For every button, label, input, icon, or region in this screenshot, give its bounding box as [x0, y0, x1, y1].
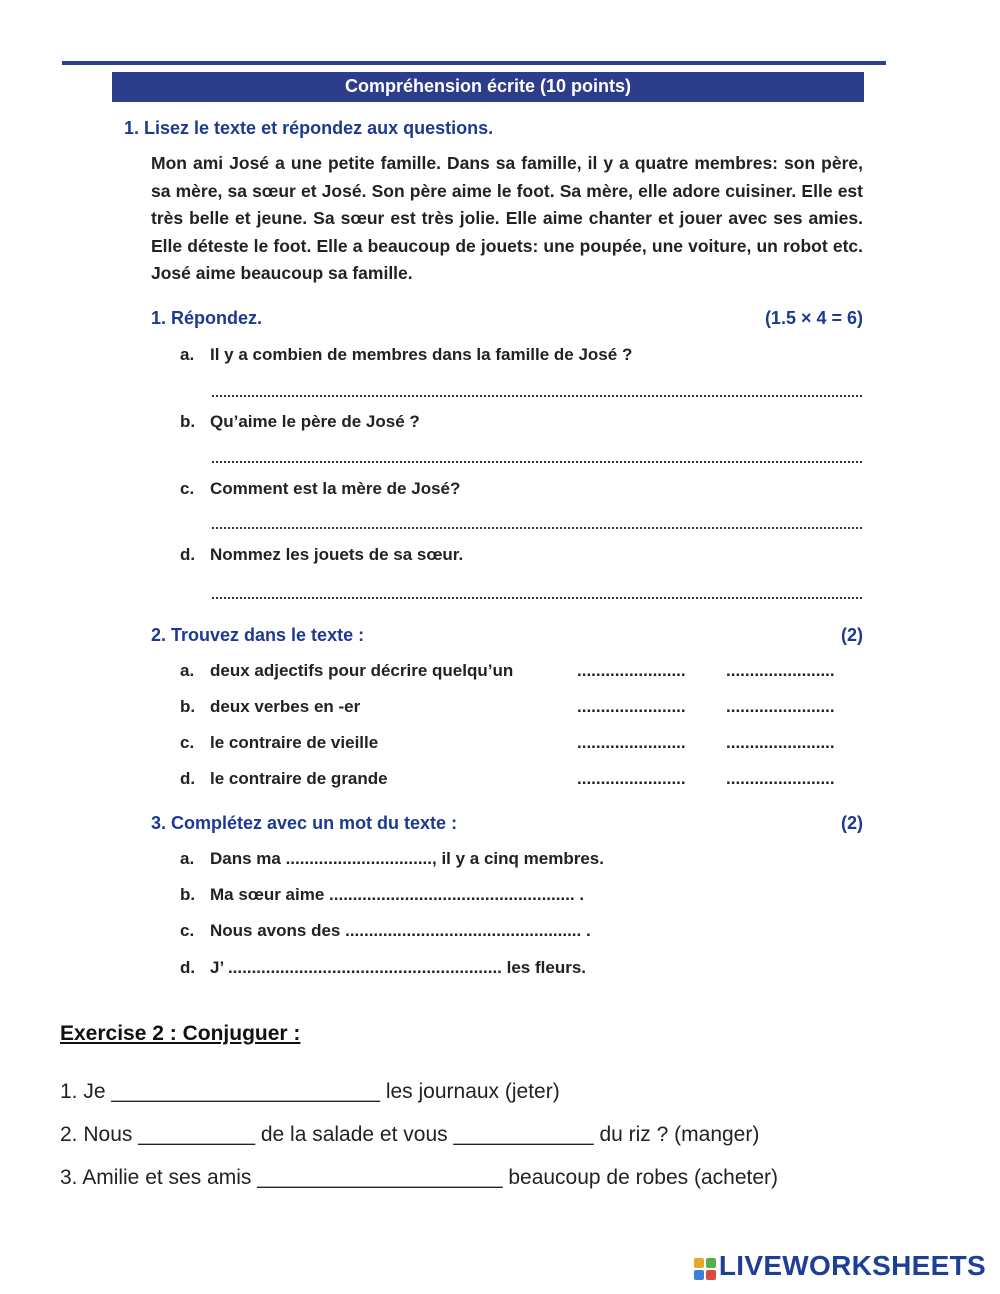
top-rule — [62, 61, 886, 65]
reading-text: Mon ami José a une petite famille. Dans sa famille, il y a quatre membres: son père, sa mère, sa sœur et José. Son père aime le foot. Sa mère, elle adore cuisiner. Elle est très belle et jeune. Sa sœur est très jolie. Elle aime chanter et jouer avec ses amies. Elle déteste le foot. Elle a beaucoup de jouets: une poupée, une voiture, un robot etc. José aime beaucoup sa famille. — [151, 153, 863, 284]
part2-heading: 2. Trouvez dans le texte : — [151, 625, 365, 645]
part3-points: (2) — [841, 813, 863, 833]
conjugate-line-1[interactable]: 1. Je _______________________ les journaux (jeter) — [60, 1080, 560, 1103]
question-c-letter: c. — [180, 479, 195, 498]
part1-points: (1.5 × 4 = 6) — [764, 308, 863, 328]
find-c-letter: c. — [180, 733, 195, 752]
liveworksheets-logo[interactable]: LIVEWORKSHEETS — [718, 1250, 986, 1281]
question-d-letter: d. — [180, 545, 196, 564]
find-b: deux verbes en -er — [210, 697, 361, 716]
complete-a[interactable]: Dans ma ..............................., il y a cinq membres. — [210, 849, 604, 868]
question-b: Qu’aime le père de José ? — [210, 412, 420, 431]
complete-d-letter: d. — [180, 958, 196, 977]
conjugate-line-3[interactable]: 3. Amilie et ses amis _____________________ beaucoup de robes (acheter) — [60, 1166, 779, 1189]
find-d-blank-2[interactable]: ....................... — [726, 769, 835, 788]
complete-c[interactable]: Nous avons des .................................................. . — [210, 921, 591, 940]
question-c: Comment est la mère de José? — [210, 479, 461, 498]
complete-b-letter: b. — [180, 885, 196, 904]
part3-heading: 3. Complétez avec un mot du texte : — [151, 813, 458, 833]
answer-line-b[interactable] — [212, 455, 862, 463]
answer-line-d[interactable] — [212, 591, 862, 599]
answer-line-a[interactable] — [212, 389, 862, 397]
question-a: Il y a combien de membres dans la famille de José ? — [210, 345, 633, 364]
find-a-letter: a. — [180, 661, 195, 680]
conjugate-line-2[interactable]: 2. Nous __________ de la salade et vous ____________ du riz ? (manger) — [60, 1123, 760, 1146]
find-c: le contraire de vieille — [210, 733, 379, 752]
find-d-blank-1[interactable]: ....................... — [577, 769, 686, 788]
exercise2-title: Exercise 2 : Conjuguer : — [60, 1022, 301, 1045]
answer-line-c[interactable] — [212, 521, 862, 529]
find-b-blank-2[interactable]: ....................... — [726, 697, 835, 716]
find-d: le contraire de grande — [210, 769, 388, 788]
liveworksheets-logo-icon — [694, 1258, 716, 1280]
question-a-letter: a. — [180, 345, 195, 364]
complete-b[interactable]: Ma sœur aime .................................................... . — [210, 885, 585, 904]
part1-heading: 1. Répondez. — [151, 308, 263, 328]
question-b-letter: b. — [180, 412, 196, 431]
find-a: deux adjectifs pour décrire quelqu’un — [210, 661, 514, 680]
find-a-blank-2[interactable]: ....................... — [726, 661, 835, 680]
find-d-letter: d. — [180, 769, 196, 788]
reading-instruction-heading: 1. Lisez le texte et répondez aux questions. — [124, 118, 494, 138]
complete-c-letter: c. — [180, 921, 195, 940]
find-c-blank-1[interactable]: ....................... — [577, 733, 686, 752]
find-b-letter: b. — [180, 697, 196, 716]
complete-a-letter: a. — [180, 849, 195, 868]
find-a-blank-1[interactable]: ....................... — [577, 661, 686, 680]
complete-d[interactable]: J’ .......................................................... les fleurs. — [210, 958, 587, 977]
question-d: Nommez les jouets de sa sœur. — [210, 545, 464, 564]
find-b-blank-1[interactable]: ....................... — [577, 697, 686, 716]
section-banner: Compréhension écrite (10 points) — [112, 72, 864, 102]
part2-points: (2) — [841, 625, 863, 645]
find-c-blank-2[interactable]: ....................... — [726, 733, 835, 752]
